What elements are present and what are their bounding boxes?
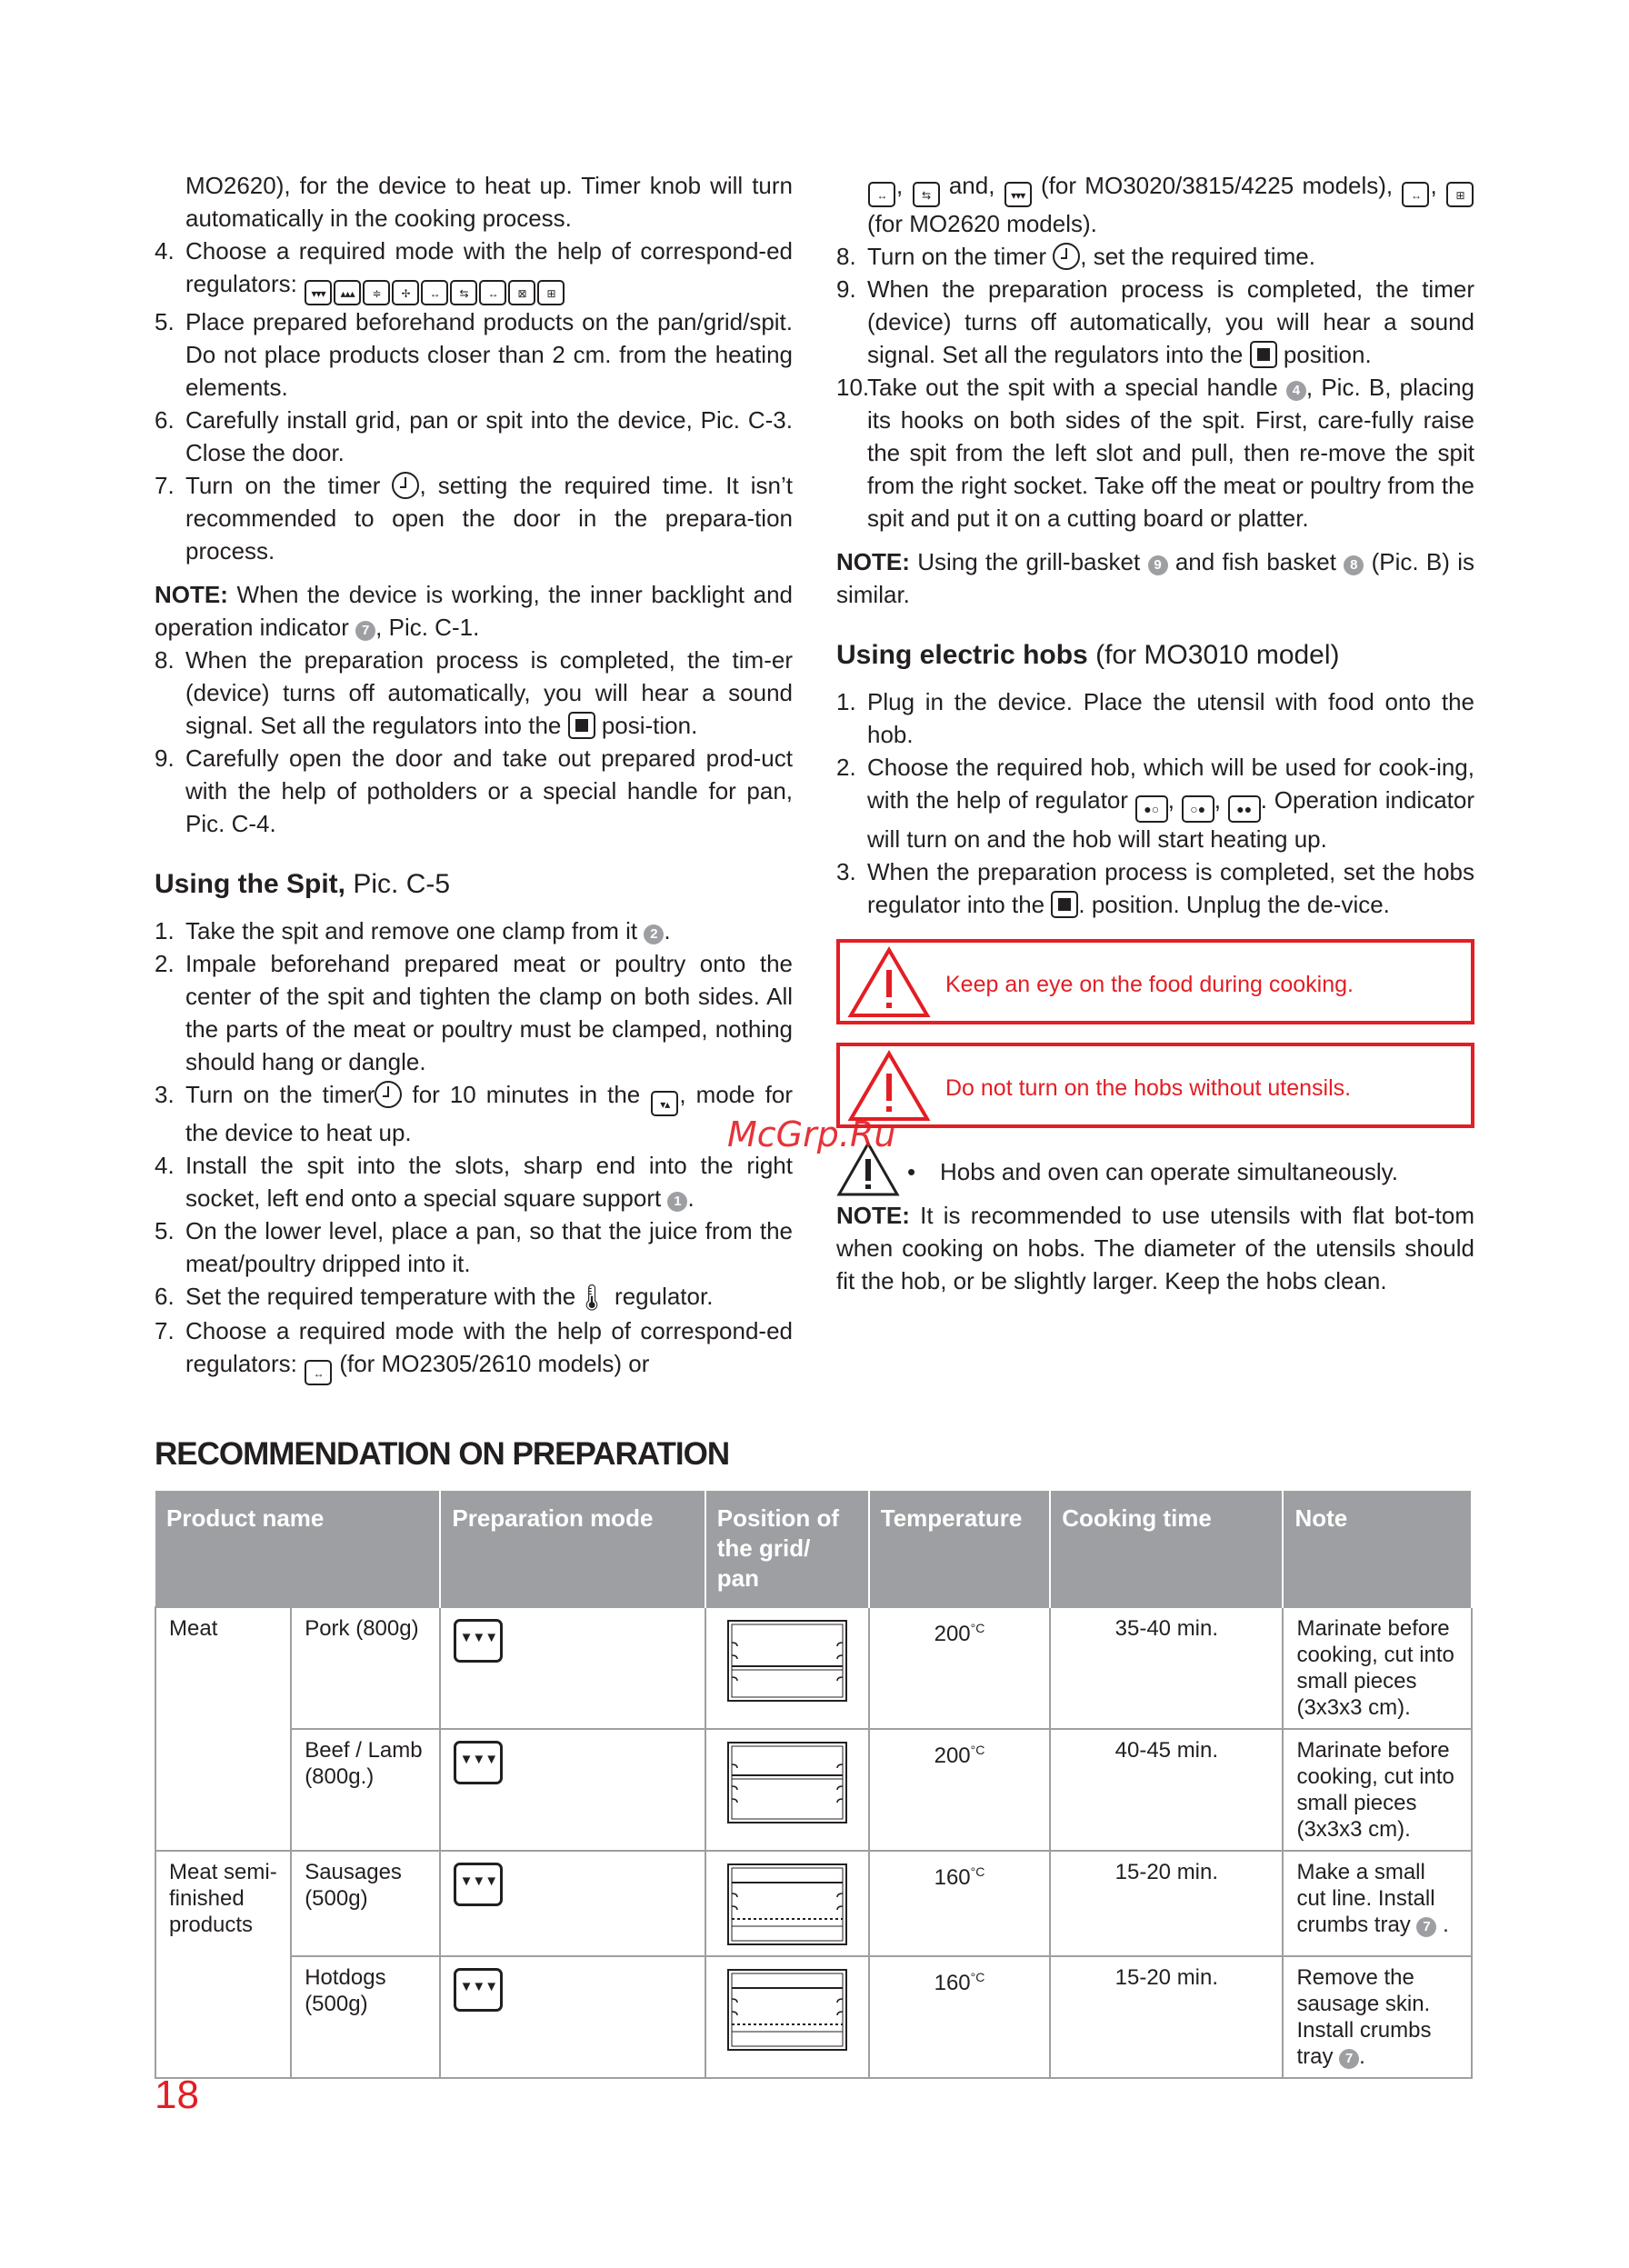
note-backlight [155,578,793,644]
spit-step-10 [836,371,1474,535]
product-name: Hotdogs (500g) [291,1956,440,2078]
step-number: 1. [836,688,856,715]
warning-simultaneous [836,1144,1474,1199]
note-text: Using the grill-basket [917,548,1141,575]
spit-step-4 [155,1149,793,1214]
step-number: 8. [836,243,856,270]
step-text: Choose a required mode with the help of correspond-ed regulators: [185,237,793,297]
header-time: Cooking time [1050,1491,1283,1607]
temperature-unit: °C [970,1621,985,1635]
step-text-cont: posi-tion. [601,712,698,739]
stop-square-icon [1051,891,1078,918]
note-text-end: . [1359,2044,1365,2069]
hobs-step-1 [836,685,1474,751]
step-number: 2. [836,754,856,781]
product-name: Pork (800g) [291,1607,440,1729]
temperature-value: 200 [934,1743,971,1768]
warning-text: Keep an eye on the food during cooking. [945,972,1354,997]
section-title-bold: Using the Spit, [155,869,345,899]
temperature-unit: °C [970,1970,985,1984]
section-title-bold: Using electric hobs [836,640,1088,670]
table-row [155,1851,1472,1956]
mode-cell [440,1851,705,1956]
step-text-cont: , mode for the device to heat up. [185,1081,793,1146]
clock-icon [375,1081,402,1108]
step-number: 7. [155,1317,175,1344]
note-label: NOTE: [155,581,228,608]
note-text-c: (Pic. B) is similar. [836,548,1474,608]
step-text: When the preparation process is completed, the timer (device) turns off automatically, you will hear a sound signal. Set all the regulators into the [867,275,1474,368]
fan-icon: ✢ [392,280,419,305]
temperature-value: 200 [934,1622,971,1646]
note-basket [836,545,1474,611]
step-text: Impale beforehand prepared meat or poultry onto the center of the spit and tighten the clamp on both sides. All the parts of the meat or poultry must be clamped, nothing should hang or dangle. [185,950,793,1075]
hob-left-icon: ●○ [1135,795,1168,823]
thermometer-icon: 🌡︎ [575,1284,608,1312]
number-badge-icon: 7 [1339,2049,1359,2069]
hobs-step-2: 2. Choose the required hob, which will be used for cook-ing, with the help of regulator ●○ , ○● , ●● . Operation indicator will turn on and the hob will start heating up. [836,751,1474,855]
step-text-cont: . [664,917,671,944]
temperature-cell [869,1851,1050,1956]
grid-position-middle-icon [719,1739,855,1826]
section-title-pic: Pic. C-5 [353,869,451,899]
number-badge-icon: 8 [1344,555,1364,575]
spit-steps-cont [836,240,1474,535]
continued-text-b: (for MO3020/3815/4225 models), [1041,172,1394,199]
number-badge-icon: 7 [1416,1917,1436,1937]
bottom-heating-icon: ▴▴▴ [334,280,361,305]
hob-both-icon: ●● [1228,795,1261,823]
spit-step-1 [155,914,793,947]
warning-triangle-icon [847,946,931,1019]
grill-fan-icon: ⊠ [508,280,535,305]
step-text: Choose the required hob, which will be used for cook-ing, with the help of regulator [867,754,1474,814]
hobs-step-3 [836,855,1474,921]
spit-icon: ↔ [868,182,895,207]
step-5 [155,305,793,404]
step-number: 6. [155,1283,175,1310]
spit-step-2 [155,947,793,1078]
clock-icon [392,472,419,499]
mode-cell [440,1956,705,2078]
step-text-cont: , Pic. B, placing its hooks on both sides of the spit. First, care-fully raise the spit from the left slot and pull, then re-move the spit from the right socket. Take off the meat or poultry from the spit and put it on a cutting board or platter. [867,374,1474,532]
clock-icon [1053,243,1080,270]
grid-position-low-icon [719,1966,855,2053]
spit-step-6 [155,1280,793,1314]
continued-text: MO2620), for the device to heat up. Timer knob will turn automatically in the cooking process. [185,172,793,232]
note-label: NOTE: [836,1202,910,1229]
step-text: When the preparation process is completed, the tim-er (device) turns off automatically, you will hear a sound signal. Set all the regulators into the [185,646,793,739]
warning-triangle-icon [847,1050,931,1123]
spit-icon: ↔ [421,280,448,305]
step-text: Take out the spit with a special handle [867,374,1278,401]
cooking-time: 40-45 min. [1050,1729,1283,1851]
recommendation-title: RECOMMENDATION ON PREPARATION [155,1436,730,1472]
position-cell [705,1607,869,1729]
cooking-time: 35-40 min. [1050,1607,1283,1729]
note-cell [1283,1851,1472,1956]
oven-steps-cont [155,644,793,840]
mode-cell [440,1729,705,1851]
step-number: 7. [155,472,175,499]
step-text: Turn on the timer [185,472,381,499]
temperature-cell [869,1956,1050,2078]
step-number: 3. [155,1081,175,1108]
temperature-unit: °C [970,1864,985,1879]
step-text: Turn on the timer [185,1081,375,1108]
spit-step-8 [836,240,1474,273]
note-text-end: . [1443,1913,1449,1937]
hobs-steps [836,685,1474,921]
step-text: Turn on the timer [867,243,1047,270]
full-grill-icon: ⊞ [1446,182,1474,207]
top-heating-icon: ▾▾▾ [305,280,332,305]
continued-text-c: (for MO2620 models). [867,210,1097,237]
right-column [836,169,1474,1297]
cooking-time: 15-20 min. [1050,1851,1283,1956]
number-badge-icon: 4 [1286,381,1306,401]
table-header-row [155,1491,1472,1607]
step-number: 4. [155,1152,175,1179]
top-heating-icon: ▼▼▼ [454,1968,503,2012]
temperature-unit: °C [970,1743,985,1757]
continued-step-7: ↔ , ⇆ and, ▾▾▾ (for MO3020/3815/4225 models), ↔ , ⊞ (for MO2620 models). [836,169,1474,240]
step-number: 9. [836,275,856,303]
top-heating-spit-icon: ↔ [479,280,506,305]
continued-step [155,169,793,235]
step-9 [155,742,793,840]
number-badge-icon: 9 [1148,555,1168,575]
stop-square-icon [1250,341,1277,368]
temperature-cell [869,1729,1050,1851]
note-text-b: and fish basket [1174,548,1336,575]
spit-step-5 [155,1214,793,1280]
mode-cell [440,1607,705,1729]
hob-right-icon: ○● [1182,795,1214,823]
step-text: Place prepared beforehand products on the pan/grid/spit. Do not place products closer than 2 cm. from the heating elements. [185,308,793,401]
spit-section-title [155,867,793,902]
step-text-cont: (for MO2305/2610 models) or [339,1350,650,1377]
top-heating-spit-icon: ↔ [1402,182,1429,207]
step-number: 2. [155,950,175,977]
cooking-time: 15-20 min. [1050,1956,1283,2078]
header-mode: Preparation mode [440,1491,705,1607]
group-name: Meat semi-finished products [155,1851,291,2078]
step-text: Carefully open the door and take out prepared prod-uct with the help of potholders or a special handle for pan, Pic. C-4. [185,744,793,837]
step-4 [155,235,793,305]
header-position: Position of the grid/ pan [705,1491,869,1607]
step-number: 1. [155,917,175,944]
table-row [155,1956,1472,2078]
section-title-model: (for MO3010 model) [1095,640,1340,670]
step-text-cont: regulator. [615,1283,714,1310]
step-6 [155,404,793,469]
warning-text: Hobs and oven can operate simultaneously. [940,1158,1398,1185]
temperature-value: 160 [934,1971,971,1995]
product-name: Beef / Lamb (800g.) [291,1729,440,1851]
top-heating-icon: ▼▼▼ [454,1619,503,1663]
warning-box-food [836,939,1474,1024]
step-7 [155,469,793,567]
step-text-cont: . Operation indicator will turn on and the hob will start heating up. [867,786,1475,853]
step-text: Install the spit into the slots, sharp end into the right socket, left end onto a special square support [185,1152,793,1212]
temperature-cell [869,1607,1050,1729]
step-number: 10. [836,374,870,401]
number-badge-icon: 1 [667,1192,687,1212]
position-cell [705,1729,869,1851]
fan-spit-icon: ⇆ [913,182,940,207]
top-bottom-heating-icon: ≑ [363,280,390,305]
step-text-cont: . position. Unplug the de-vice. [1078,891,1390,918]
fan-spit-icon: ⇆ [450,280,477,305]
table-row [155,1607,1472,1729]
note-text: Make a small cut line. Install crumbs tray [1296,1860,1435,1937]
hobs-section-title [836,638,1474,673]
watermark-text: McGrp.Ru [727,1114,896,1154]
step-number: 8. [155,646,175,674]
spit-step-7 [155,1314,793,1385]
full-grill-icon: ⊞ [537,280,565,305]
step-number: 3. [836,858,856,885]
spit-step-9 [836,273,1474,371]
position-cell [705,1851,869,1956]
bullet: • [907,1158,916,1185]
step-text-cont: . [687,1184,695,1212]
step-text: On the lower level, place a pan, so that the juice from the meat/poultry dripped into it. [185,1217,793,1277]
step-number: 6. [155,406,175,434]
step-text-mid: for 10 minutes in the [412,1081,641,1108]
grill-spit-icon: ▾▴ [651,1091,678,1116]
step-text: Take the spit and remove one clamp from it [185,917,638,944]
recommendation-table [155,1491,1473,2079]
step-text: Choose a required mode with the help of correspond-ed regulators: [185,1317,793,1377]
step-number: 4. [155,237,175,265]
step-8 [155,644,793,742]
product-name: Sausages (500g) [291,1851,440,1956]
grid-position-low-icon [719,1861,855,1948]
spit-step-3 [155,1078,793,1149]
step-text-cont: , set the required time. [1080,243,1315,270]
step-text: Plug in the device. Place the utensil with food onto the hob. [867,688,1474,748]
top-heating-icon: ▼▼▼ [454,1741,503,1784]
top-heating-spit-icon: ↔ [305,1360,332,1385]
top-heating-icon: ▾▾▾ [1004,182,1032,207]
header-note: Note [1283,1491,1472,1607]
step-text-cont: position. [1283,341,1372,368]
warning-text: Do not turn on the hobs without utensils. [945,1075,1352,1101]
temperature-value: 160 [934,1865,971,1890]
note-utensils [836,1199,1474,1297]
group-name: Meat [155,1607,291,1851]
step-text: Carefully install grid, pan or spit into the device, Pic. C-3. Close the door. [185,406,793,466]
note-cell: Marinate before cooking, cut into small pieces (3x3x3 cm). [1283,1729,1472,1851]
note-text: When the device is working, the inner backlight and operation indicator [155,581,793,641]
step-text: When the preparation process is completed, set the hobs regulator into the [867,858,1474,918]
step-text-cont: , setting the required time. It isn’t recommended to open the door in the prepara-tion process. [185,472,793,565]
spit-steps [155,914,793,1385]
top-heating-icon: ▼▼▼ [454,1863,503,1906]
note-text: It is recommended to use utensils with flat bot-tom when cooking on hobs. The diameter of the utensils should fit the hob, or be slightly larger. Keep the hobs clean. [836,1202,1475,1294]
step-number: 5. [155,1217,175,1244]
step-number: 5. [155,308,175,335]
continued-text: and, [948,172,995,199]
header-product: Product name [155,1491,440,1607]
number-badge-icon: 7 [355,621,375,641]
note-text-cont: , Pic. C-1. [375,614,480,641]
grid-position-middle-icon [719,1617,855,1704]
recommendation-table-wrap [155,1491,1473,2079]
note-cell [1283,1956,1472,2078]
position-cell [705,1956,869,2078]
page-number: 18 [155,2073,199,2117]
note-text: Remove the sausage skin. Install crumbs tray [1296,1965,1432,2069]
left-column [155,169,793,1385]
header-temperature: Temperature [869,1491,1050,1607]
oven-steps [155,235,793,567]
note-label: NOTE: [836,548,910,575]
stop-square-icon [568,712,595,739]
note-cell: Marinate before cooking, cut into small pieces (3x3x3 cm). [1283,1607,1472,1729]
number-badge-icon: 2 [644,924,664,944]
warning-box-hobs [836,1043,1474,1128]
step-number: 9. [155,744,175,772]
table-row [155,1729,1472,1851]
step-text: Set the required temperature with the [185,1283,576,1310]
